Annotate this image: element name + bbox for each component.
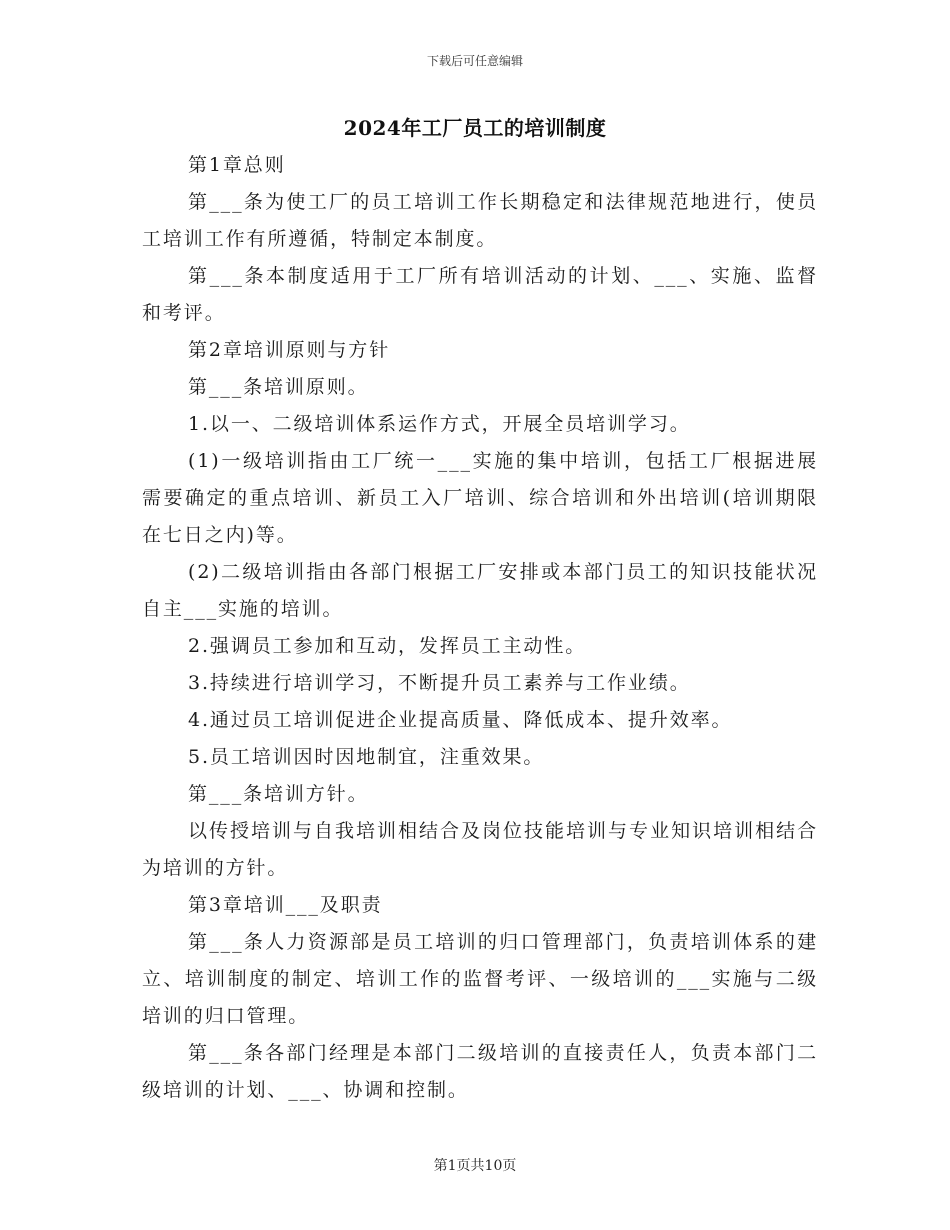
paragraph: 第___条各部门经理是本部门二级培训的直接责任人，负责本部门二级培训的计划、___、协调和控制。 — [142, 1042, 818, 1101]
paragraph: 第___条培训方针。 — [188, 783, 369, 805]
chapter-2-heading: 第2章培训原则与方针 — [188, 339, 391, 361]
chapter-1-heading: 第1章总则 — [188, 154, 286, 176]
document-body — [142, 147, 818, 1109]
document-title: 2024年工厂员工的培训制度 — [343, 116, 607, 140]
list-item: 1.以一、二级培训体系运作方式，开展全员培训学习。 — [188, 413, 691, 435]
page-number: 第1页共10页 — [433, 1158, 517, 1174]
paragraph: 第___条本制度适用于工厂所有培训活动的计划、___、实施、监督和考评。 — [142, 265, 818, 324]
paragraph: 第___条人力资源部是员工培训的归口管理部门，负责培训体系的建立、培训制度的制定、培训工作的监督考评、一级培训的___实施与二级培训的归口管理。 — [142, 931, 818, 1027]
paragraph: 以传授培训与自我培训相结合及岗位技能培训与专业知识培训相结合为培训的方针。 — [142, 820, 818, 879]
list-item: 5.员工培训因时因地制宜，注重效果。 — [188, 746, 545, 768]
list-item: 2.强调员工参加和互动，发挥员工主动性。 — [188, 635, 587, 657]
page-header-note: 下载后可任意编辑 — [426, 54, 523, 68]
list-item: 4.通过员工培训促进企业提高质量、降低成本、提升效率。 — [188, 709, 733, 731]
list-item: (1)一级培训指由工厂统一___实施的集中培训，包括工厂根据进展需要确定的重点培训、新员工入厂培训、综合培训和外出培训(培训期限在七日之内)等。 — [142, 450, 818, 546]
chapter-3-heading: 第3章培训___及职责 — [188, 894, 383, 916]
paragraph: 第___条培训原则。 — [188, 376, 369, 398]
list-item: (2)二级培训指由各部门根据工厂安排或本部门员工的知识技能状况自主___实施的培训。 — [142, 561, 818, 620]
list-item: 3.持续进行培训学习，不断提升员工素养与工作业绩。 — [188, 672, 691, 694]
paragraph: 第___条为使工厂的员工培训工作长期稳定和法律规范地进行，使员工培训工作有所遵循，特制定本制度。 — [142, 191, 818, 250]
